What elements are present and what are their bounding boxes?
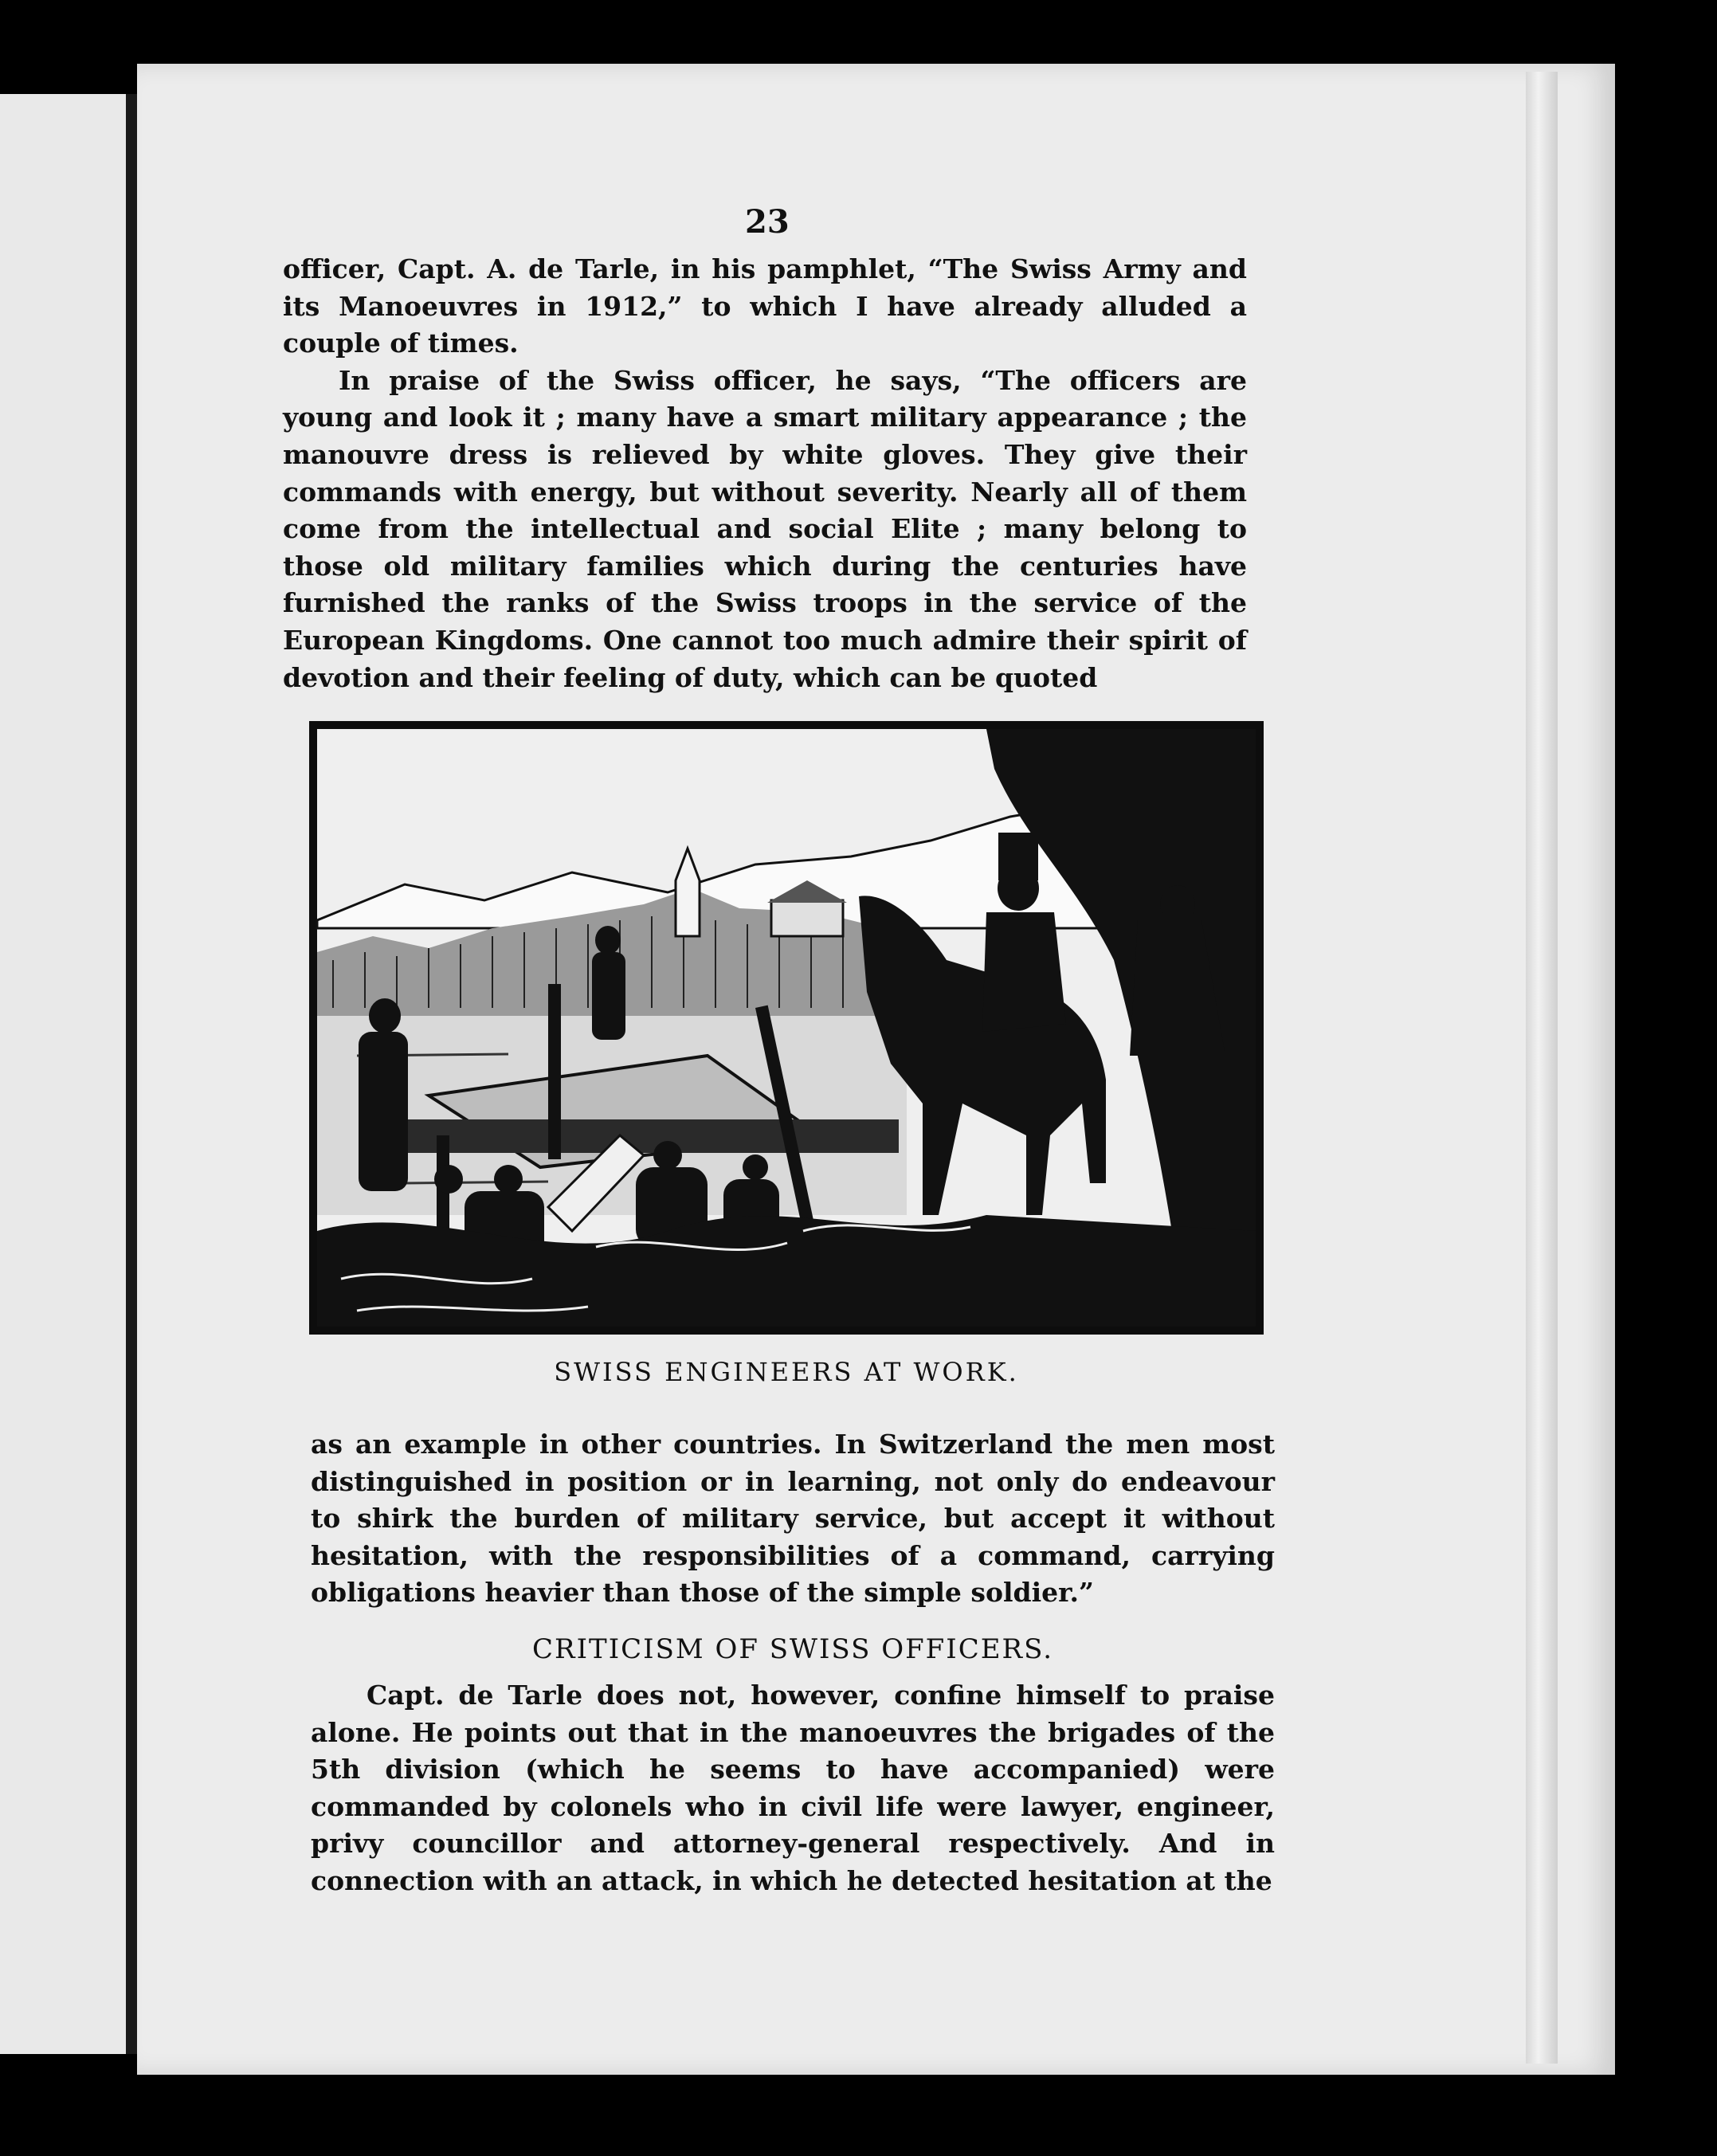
paragraph: In praise of the Swiss officer, he says, “The officers are young and look it ; many have a smart military appearance ; the manouvre dress is relieved by white gloves. They give their commands with energy, but without severity. Nearly all of them come from the intellectual and social Elite ; many belong to those old military families which during the centuries have furnished the ranks of the Swiss troops in the service of the European Kingdoms. One cannot too much admire their spirit of devotion and their feeling of duty, which can be quoted [283,364,1247,693]
page-number: 23 [745,203,790,241]
engraving-image [309,721,1264,1335]
paragraph: Capt. de Tarle does not, however, confine himself to praise alone. He points out that in the manoeuvres the brigades of the 5th division (which he seems to have accompanied) were commanded by colonels who in civil life were lawyer, engineer, privy councillor and attorney-general respectively. And in connection with an attack, in which he detected hesitation at the [311,1680,1275,1896]
figure-caption: SWISS ENGINEERS AT WORK. [554,1357,1019,1387]
engraving-illustration [309,721,1264,1335]
left-page-edge [0,94,137,2054]
paragraph: as an example in other countries. In Switzerland the men most distinguished in position or in learning, not only do endeavour to shirk the burden of military service, but accept it without hesitation, with the responsibilities of a command, carrying obligations heavier than those of the simple soldier.” [311,1429,1275,1609]
text-block-bottom [311,1677,1275,1900]
text-block-middle [311,1426,1275,1612]
section-heading: CRITICISM OF SWISS OFFICERS. [531,1633,1054,1665]
text-block-top [283,251,1247,696]
paragraph: officer, Capt. A. de Tarle, in his pamphlet, “The Swiss Army and its Manoeuvres in 1912,” to which I have already alluded a couple of times. [283,253,1247,359]
book-spine-shadow [126,94,137,2054]
page-stack-edge [1526,72,1558,2064]
